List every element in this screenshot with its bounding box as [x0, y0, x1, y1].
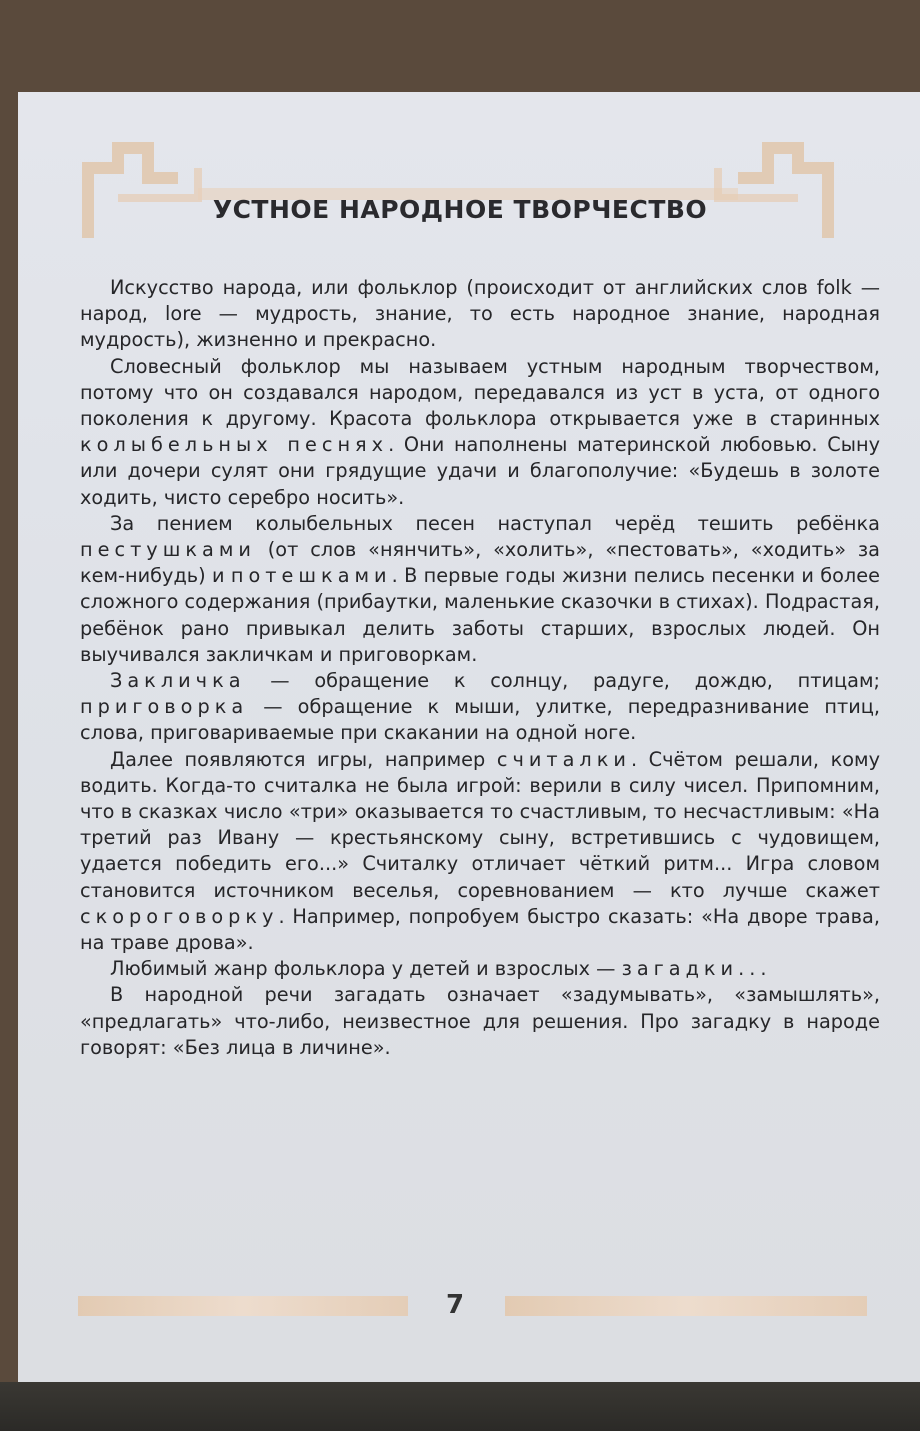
text-span: Искусство народа, или фольклор (происходит от английских слов folk — народ, lore — мудрость, знание, то есть народное знание, народная мудрость), жизненно и прекрасно.: [80, 276, 880, 352]
term-spaced: колыбельных песнях: [80, 433, 389, 457]
paragraph: [80, 511, 880, 668]
text-span: . Счётом решали, кому водить. Когда-то считалка не была игрой: верили в силу чисел. Припомним, что в сказках число «три» оказывается то счастливым, то несчастливым: «На третий раз Ивану — крестьянскому сыну, встретившись с чудовищем, удается победить его...» Считалку отличает чёткий ритм... Игра словом становится источником веселья, соревнованием — кто лучше скажет: [80, 747, 881, 902]
text-span: В народной речи загадать означает «задумывать», «замышлять», «предлагать» что-либо, неизвестное для решения. Про загадку в народе говорят: «Без лица в личине».: [80, 983, 880, 1059]
text-span: Далее появляются игры, например: [110, 747, 497, 771]
paragraph: [80, 354, 880, 511]
table-surface: [0, 1382, 920, 1431]
term-spaced: считалки: [496, 747, 631, 771]
paragraph: [80, 668, 880, 747]
text-span: — обращение к солнцу, радуге, дождю, птицам;: [245, 669, 880, 693]
term-spaced: Закличка: [110, 669, 246, 693]
footer-decor-left: [78, 1296, 408, 1316]
term-spaced: приговорка: [80, 695, 249, 719]
decorative-ornament: [78, 128, 838, 248]
text-span: (от слов «нянчить», «холить», «пестовать», «ходить» за кем-нибудь) и: [80, 538, 880, 588]
page-title: УСТНОЕ НАРОДНОЕ ТВОРЧЕСТВО: [212, 195, 708, 224]
body-text: [80, 275, 880, 1061]
footer-decor-right: [505, 1296, 867, 1316]
paragraph: [80, 747, 880, 957]
paragraph: [80, 956, 880, 982]
term-spaced: скороговорку: [80, 904, 279, 928]
text-span: — обращение к мыши, улитке, передразнивание птиц, слова, приговариваемые при скакании на одной ноге.: [80, 695, 880, 745]
page-number: 7: [445, 1290, 465, 1320]
text-span: Любимый жанр фольклора у детей и взрослых —: [110, 957, 622, 981]
term-spaced: загадки...: [621, 957, 772, 981]
text-span: . В первые годы жизни пелись песенки и более сложного содержания (прибаутки, маленькие сказочки в стихах). Подрастая, ребёнок рано привыкал делить заботы старших, взрослых людей. Он выучивался закличкам и приговоркам.: [80, 564, 880, 666]
text-span: . Они наполнены материнской любовью. Сыну или дочери сулят они грядущие удачи и благополучие: «Будешь в золоте ходить, чисто серебро носить».: [80, 433, 880, 509]
text-span: . Например, попробуем быстро сказать: «На дворе трава, на траве дрова».: [80, 904, 880, 955]
term-spaced: пестушками: [80, 538, 256, 562]
paragraph: [80, 982, 880, 1061]
text-span: Словесный фольклор мы называем устным народным творчеством, потому что он создавался народом, передавался из уст в уста, от одного поколения к другому. Красота фольклора открывается уже в старинных: [80, 354, 880, 431]
paragraph: [80, 275, 880, 354]
term-spaced: потешками: [230, 564, 392, 588]
text-span: За пением колыбельных песен наступал черёд тешить ребёнка: [110, 511, 880, 535]
